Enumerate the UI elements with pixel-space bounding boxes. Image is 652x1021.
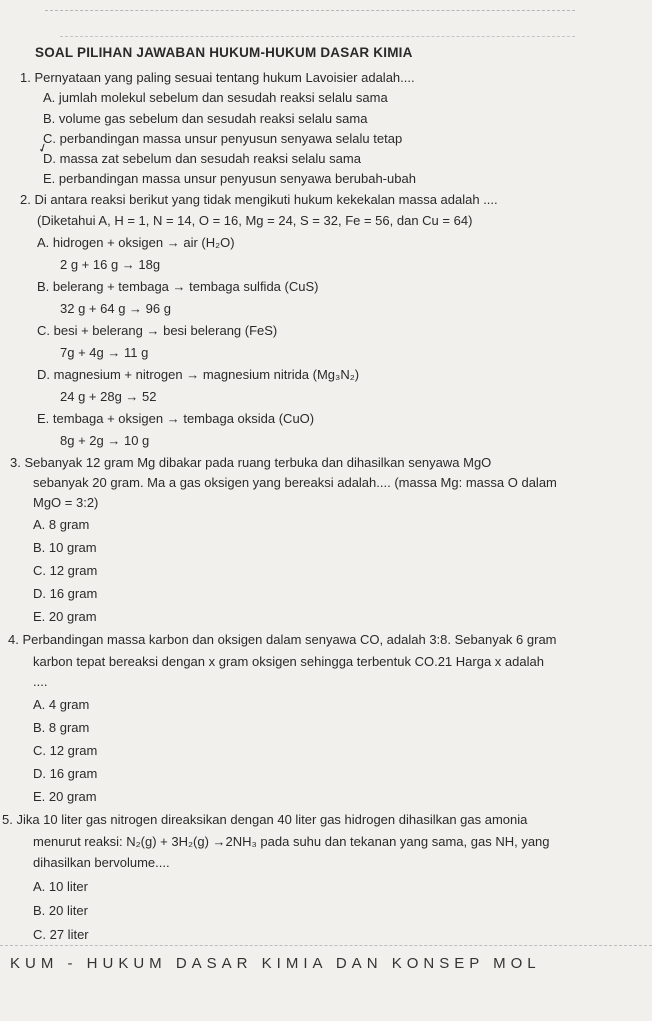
- top-divider-2: [60, 36, 575, 37]
- q2-given: (Diketahui A, H = 1, N = 14, O = 16, Mg = 24, S = 32, Fe = 56, dan Cu = 64): [37, 213, 473, 228]
- answer-check-mark-icon: ✓: [35, 139, 51, 157]
- q4-stem: 4. Perbandingan massa karbon dan oksigen dalam senyawa CO, adalah 3:8. Sebanyak 6 gram: [8, 632, 557, 647]
- q1-option-c: C. perbandingan massa unsur penyusun senyawa selalu tetap: [43, 131, 403, 146]
- q2-option-e-eq: 8g + 2g → 10 g: [60, 433, 150, 448]
- q2-option-e: E. tembaga + oksigen → tembaga oksida (CuO): [37, 411, 315, 426]
- q2-option-a-eq: 2 g + 16 g → 18g: [60, 257, 161, 272]
- q1-option-e: E. perbandingan massa unsur penyusun senyawa berubah-ubah: [43, 171, 416, 186]
- q2-option-b: B. belerang + tembaga → tembaga sulfida (CuS): [37, 279, 319, 294]
- q3-option-b: B. 10 gram: [33, 540, 97, 555]
- worksheet-title: SOAL PILIHAN JAWABAN HUKUM-HUKUM DASAR KIMIA: [35, 45, 413, 60]
- q3-option-c: C. 12 gram: [33, 563, 98, 578]
- q2-option-a: A. hidrogen + oksigen → air (H₂O): [37, 235, 235, 250]
- q4-option-d: D. 16 gram: [33, 766, 98, 781]
- q2-option-b-eq: 32 g + 64 g → 96 g: [60, 301, 171, 316]
- q5-stem-2: menurut reaksi: N₂(g) + 3H₂(g) →2NH₃ pada suhu dan tekanan yang sama, gas NH, yang: [33, 834, 550, 849]
- page-footer: KUM - HUKUM DASAR KIMIA DAN KONSEP MOL: [10, 955, 541, 972]
- q4-option-a: A. 4 gram: [33, 697, 90, 712]
- q1-option-a: A. jumlah molekul sebelum dan sesudah reaksi selalu sama: [43, 90, 388, 105]
- q4-option-e: E. 20 gram: [33, 789, 97, 804]
- q3-option-e: E. 20 gram: [33, 609, 97, 624]
- q1-option-d: D. massa zat sebelum dan sesudah reaksi selalu sama: [43, 151, 361, 166]
- q4-option-b: B. 8 gram: [33, 720, 90, 735]
- q2-option-d: D. magnesium + nitrogen → magnesium nitrida (Mg₃N₂): [37, 367, 360, 382]
- q4-option-c: C. 12 gram: [33, 743, 98, 758]
- q3-option-d: D. 16 gram: [33, 586, 98, 601]
- q5-option-b: B. 20 liter: [33, 903, 88, 918]
- q3-stem: 3. Sebanyak 12 gram Mg dibakar pada ruang terbuka dan dihasilkan senyawa MgO: [10, 455, 492, 470]
- q5-stem: 5. Jika 10 liter gas nitrogen direaksikan dengan 40 liter gas hidrogen dihasilkan gas amonia: [2, 812, 528, 827]
- q1-option-b: B. volume gas sebelum dan sesudah reaksi selalu sama: [43, 111, 368, 126]
- q3-stem-3: MgO = 3:2): [33, 495, 99, 510]
- q3-option-a: A. 8 gram: [33, 517, 90, 532]
- footer-divider: [0, 945, 652, 946]
- q2-option-c: C. besi + belerang → besi belerang (FeS): [37, 323, 278, 338]
- q5-option-c: C. 27 liter: [33, 927, 89, 942]
- q3-stem-2: sebanyak 20 gram. Ma a gas oksigen yang bereaksi adalah.... (massa Mg: massa O dalam: [33, 475, 557, 490]
- q5-option-a: A. 10 liter: [33, 879, 88, 894]
- q4-stem-2: karbon tepat bereaksi dengan x gram oksigen sehingga terbentuk CO.21 Harga x adalah: [33, 654, 544, 669]
- q2-option-c-eq: 7g + 4g → 11 g: [60, 345, 149, 360]
- q2-stem: 2. Di antara reaksi berikut yang tidak mengikuti hukum kekekalan massa adalah ....: [20, 192, 498, 207]
- q2-option-d-eq: 24 g + 28g → 52: [60, 389, 157, 404]
- q5-stem-3: dihasilkan bervolume....: [33, 855, 170, 870]
- top-divider: [45, 10, 575, 11]
- q1-stem: 1. Pernyataan yang paling sesuai tentang hukum Lavoisier adalah....: [20, 70, 415, 85]
- q4-stem-3: ....: [33, 674, 48, 689]
